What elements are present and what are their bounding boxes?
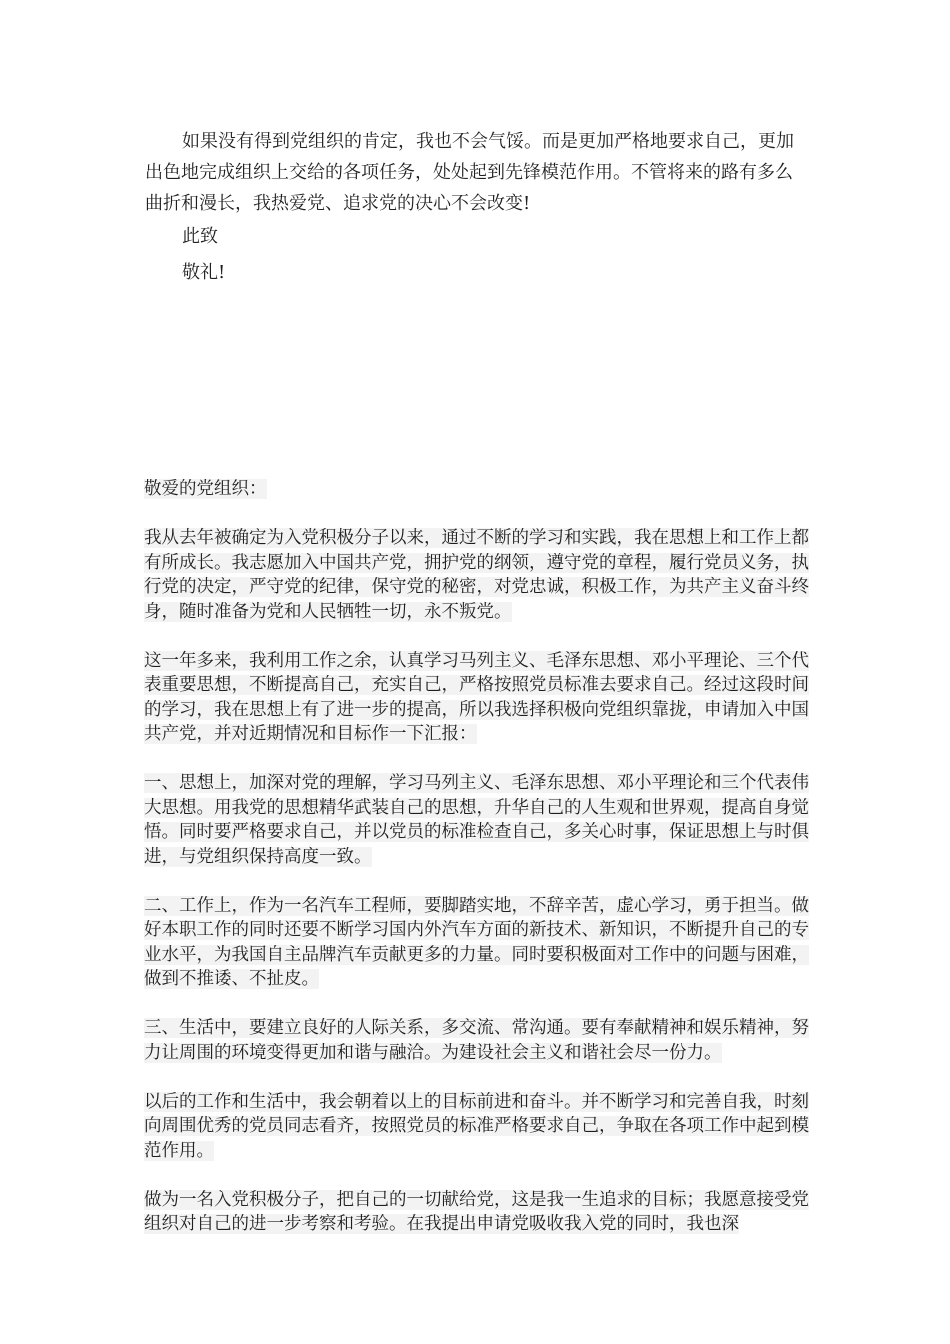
report-greeting-text: 敬爱的党组织： bbox=[144, 479, 267, 499]
report-paragraph-6-text: 以后的工作和生活中，我会朝着以上的目标前进和奋斗。并不断学习和完善自我，时刻向周围优秀的党员同志看齐，按照党员的标准严格要求自己，争取在各项工作中起到模范作用。 bbox=[144, 1091, 809, 1161]
letter-ending-paragraph: 如果没有得到党组织的肯定，我也不会气馁。而是更加严格地要求自己，更加出色地完成组织上交给的各项任务，处处起到先锋模范作用。不管将来的路有多么曲折和漫长，我热爱党、追求党的决心不会改变! bbox=[145, 131, 794, 214]
closing-salutation: 此致 bbox=[182, 226, 218, 247]
report-paragraph-4 bbox=[144, 894, 824, 992]
closing-regards: 敬礼! bbox=[182, 262, 226, 283]
report-paragraph-1-text: 我从去年被确定为入党积极分子以来，通过不断的学习和实践，我在思想上和工作上都有所成长。我志愿加入中国共产党，拥护党的纲领，遵守党的章程，履行党员义务，执行党的决定，严守党的纪律，保守党的秘密，对党忠诚，积极工作，为共产主义奋斗终身，随时准备为党和人民牺牲一切，永不叛党。 bbox=[144, 528, 809, 622]
report-paragraph-7 bbox=[144, 1188, 824, 1237]
report-paragraph-2-text: 这一年多来，我利用工作之余，认真学习马列主义、毛泽东思想、邓小平理论、三个代表重要思想，不断提高自己，充实自己，严格按照党员标准去要求自己。经过这段时间的学习，我在思想上有了进一步的提高，所以我选择积极向党组织靠拢，申请加入中国共产党，并对近期情况和目标作一下汇报： bbox=[144, 650, 809, 744]
thought-report-section bbox=[144, 477, 824, 1261]
report-greeting bbox=[144, 477, 824, 502]
report-paragraph-1 bbox=[144, 526, 824, 624]
report-paragraph-3-text: 一、思想上，加深对党的理解，学习马列主义、毛泽东思想、邓小平理论和三个代表伟大思想。用我党的思想精华武装自己的思想，升华自己的人生观和世界观，提高自身觉悟。同时要严格要求自己，并以党员的标准检查自己，多关心时事，保证思想上与时俱进，与党组织保持高度一致。 bbox=[144, 773, 809, 867]
report-paragraph-2 bbox=[144, 649, 824, 747]
report-paragraph-6 bbox=[144, 1090, 824, 1164]
letter-ending-section bbox=[145, 126, 805, 291]
report-paragraph-4-text: 二、工作上，作为一名汽车工程师，要脚踏实地，不辞辛苦，虚心学习，勇于担当。做好本职工作的同时还要不断学习国内外汽车方面的新技术、新知识，不断提升自己的专业水平，为我国自主品牌汽车贡献更多的力量。同时要积极面对工作中的问题与困难，做到不推诿、不扯皮。 bbox=[144, 895, 809, 989]
report-paragraph-3 bbox=[144, 771, 824, 869]
report-paragraph-5-text: 三、生活中，要建立良好的人际关系，多交流、常沟通。要有奉献精神和娱乐精神，努力让周围的环境变得更加和谐与融洽。为建设社会主义和谐社会尽一份力。 bbox=[144, 1018, 809, 1063]
report-paragraph-5 bbox=[144, 1016, 824, 1065]
report-paragraph-7-text: 做为一名入党积极分子，把自己的一切献给党，这是我一生追求的目标；我愿意接受党组织对自己的进一步考察和考验。在我提出申请党吸收我入党的同时，我也深 bbox=[144, 1189, 809, 1234]
